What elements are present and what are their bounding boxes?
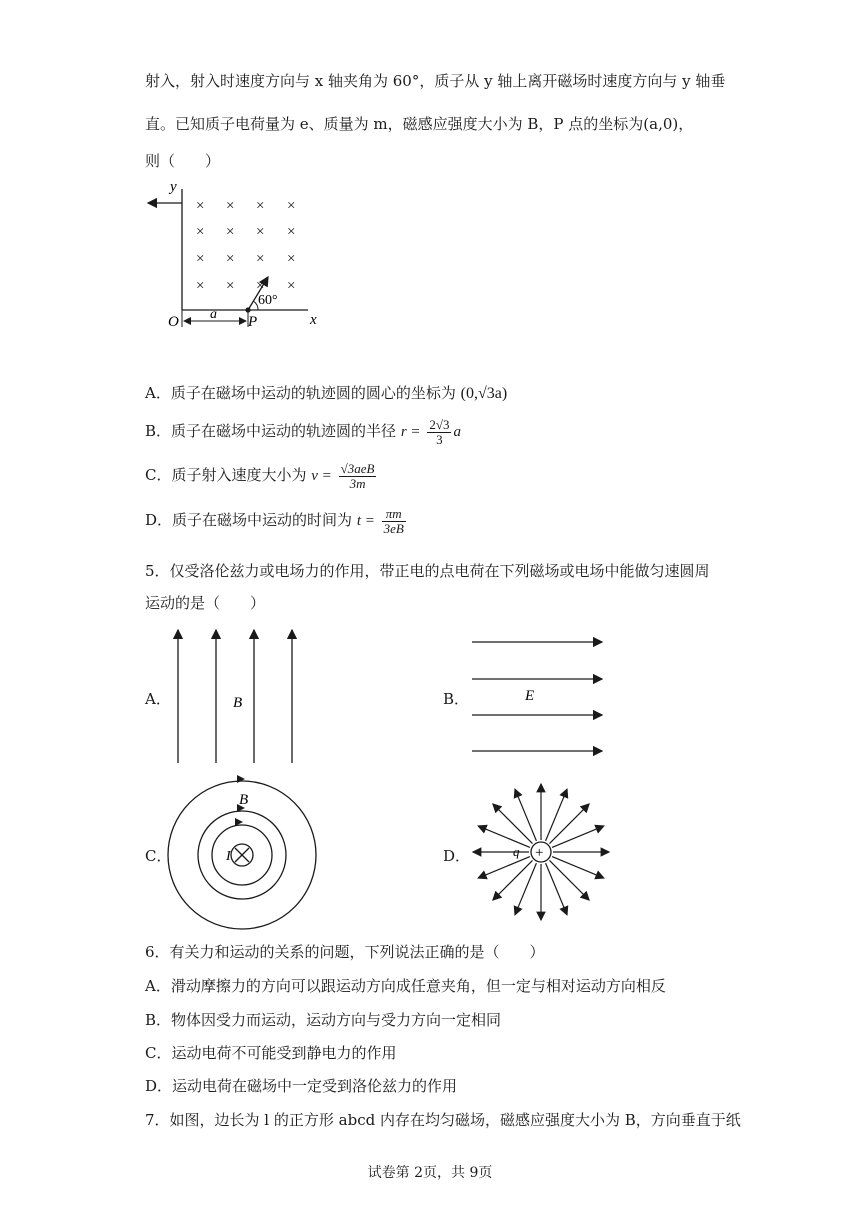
q5-option-a-label[interactable]: A． bbox=[145, 690, 171, 708]
field-cross-0-3: × bbox=[287, 198, 296, 214]
angle-label: 60° bbox=[258, 293, 278, 308]
q4-stem-line-3: 则（ ） bbox=[145, 152, 221, 170]
field-b-circle-label: B bbox=[239, 792, 249, 808]
field-into-page-symbols bbox=[196, 198, 295, 294]
q5-option-c-label[interactable]: C． bbox=[145, 847, 172, 865]
field-cross-1-0: × bbox=[196, 224, 205, 240]
field-cross-1-3: × bbox=[287, 224, 296, 240]
field-line-3 bbox=[546, 863, 567, 915]
field-b-label: B bbox=[233, 695, 243, 711]
q4-magnetic-field-figure bbox=[140, 175, 340, 335]
q7-stem: 7．如图，边长为 l 的正方形 abcd 内存在均匀磁场，磁感应强度大小为 B，方向垂直于纸 bbox=[145, 1111, 741, 1129]
field-cross-2-1: × bbox=[226, 251, 235, 267]
field-cross-3-0: × bbox=[196, 278, 205, 294]
field-line-7 bbox=[478, 857, 530, 878]
q4-option-b-fraction: $\frac{2√3}{3}$ bbox=[429, 417, 450, 447]
field-cross-0-2: × bbox=[256, 198, 265, 214]
p-label: P bbox=[248, 314, 258, 330]
q6-stem: 6．有关力和运动的关系的问题，下列说法正确的是（ ） bbox=[145, 943, 545, 961]
a-dimension-label: a bbox=[210, 307, 217, 322]
field-cross-2-0: × bbox=[196, 251, 205, 267]
field-line-6 bbox=[493, 860, 533, 900]
field-cross-1-2: × bbox=[256, 224, 265, 240]
q4-option-a-math: (0,√3a) bbox=[460, 385, 508, 402]
y-axis-label: y bbox=[170, 179, 177, 195]
q6-option-a[interactable]: A．滑动摩擦力的方向可以跟运动方向成任意夹角，但一定与相对运动方向相反 bbox=[145, 977, 666, 995]
q5-option-a-figure bbox=[165, 625, 325, 765]
q4-option-d-lhs: t = bbox=[356, 513, 375, 530]
q4-option-b[interactable] bbox=[145, 418, 461, 446]
q5-option-b-figure bbox=[470, 632, 620, 762]
q5-stem-line-1: 5．仅受洛伦兹力或电场力的作用，带正电的点电荷在下列磁场或电场中能做匀速圆周 bbox=[145, 562, 710, 580]
q4-option-c-text: C．质子射入速度大小为 bbox=[145, 466, 307, 485]
q4-option-d-fraction: $\frac{\pi m}{3eB}$ bbox=[383, 506, 404, 536]
charge-q-label: q bbox=[513, 844, 520, 859]
q6-option-b[interactable]: B．物体因受力而运动，运动方向与受力方向一定相同 bbox=[145, 1011, 502, 1029]
q6-option-d[interactable]: D．运动电荷在磁场中一定受到洛伦兹力的作用 bbox=[145, 1077, 458, 1095]
field-line-15 bbox=[552, 826, 604, 847]
field-line-10 bbox=[493, 804, 533, 844]
field-line-9 bbox=[478, 826, 530, 847]
charge-sign: + bbox=[535, 845, 544, 861]
field-cross-2-3: × bbox=[287, 251, 296, 267]
field-line-11 bbox=[515, 789, 536, 841]
q4-option-b-lhs: r = bbox=[400, 424, 421, 441]
field-cross-0-1: × bbox=[226, 198, 235, 214]
field-line-5 bbox=[515, 863, 536, 915]
q4-stem-line-1: 射入，射入时速度方向与 x 轴夹角为 60°，质子从 y 轴上离开磁场时速度方向与 y 轴垂 bbox=[145, 72, 726, 90]
current-i-label: I bbox=[226, 849, 231, 864]
origin-label: O bbox=[168, 314, 179, 330]
q4-option-a-text: A．质子在磁场中运动的轨迹圆的圆心的坐标为 bbox=[145, 384, 456, 402]
q4-option-c-lhs: v = bbox=[311, 468, 332, 485]
q5-option-d-label[interactable]: D． bbox=[443, 847, 471, 865]
field-cross-0-0: × bbox=[196, 198, 205, 214]
q5-option-b-label[interactable]: B． bbox=[443, 690, 470, 708]
q4-option-d-text: D．质子在磁场中运动的时间为 bbox=[145, 511, 353, 530]
q4-option-c[interactable] bbox=[145, 462, 378, 490]
field-cross-2-2: × bbox=[256, 251, 265, 267]
q4-option-c-fraction: $\frac{\text{√3aeB}}{3m}$ bbox=[340, 461, 375, 491]
q5-option-d-figure bbox=[467, 777, 617, 927]
q6-option-c[interactable]: C．运动电荷不可能受到静电力的作用 bbox=[145, 1044, 397, 1062]
q4-option-d[interactable] bbox=[145, 507, 408, 535]
field-line-14 bbox=[549, 804, 589, 844]
field-cross-3-2: × bbox=[256, 278, 265, 294]
field-line-13 bbox=[546, 789, 567, 841]
field-e-label: E bbox=[525, 688, 535, 704]
q4-option-b-tail: a bbox=[453, 424, 461, 441]
q4-option-a[interactable] bbox=[145, 382, 507, 403]
field-cross-3-1: × bbox=[226, 278, 235, 294]
q4-option-b-text: B．质子在磁场中运动的轨迹圆的半径 bbox=[145, 422, 397, 441]
x-axis-label: x bbox=[310, 312, 317, 328]
page-footer: 试卷第 2页，共 9页 bbox=[367, 1165, 493, 1181]
field-line-2 bbox=[549, 860, 589, 900]
field-cross-3-3: × bbox=[287, 278, 296, 294]
q4-stem-line-2: 直。已知质子电荷量为 e、质量为 m，磁感应强度大小为 B，P 点的坐标为(a,0)， bbox=[145, 115, 694, 133]
q5-stem-line-2: 运动的是（ ） bbox=[145, 594, 266, 612]
field-cross-1-1: × bbox=[226, 224, 235, 240]
field-line-1 bbox=[552, 857, 604, 878]
q5-option-c-figure bbox=[165, 778, 325, 938]
